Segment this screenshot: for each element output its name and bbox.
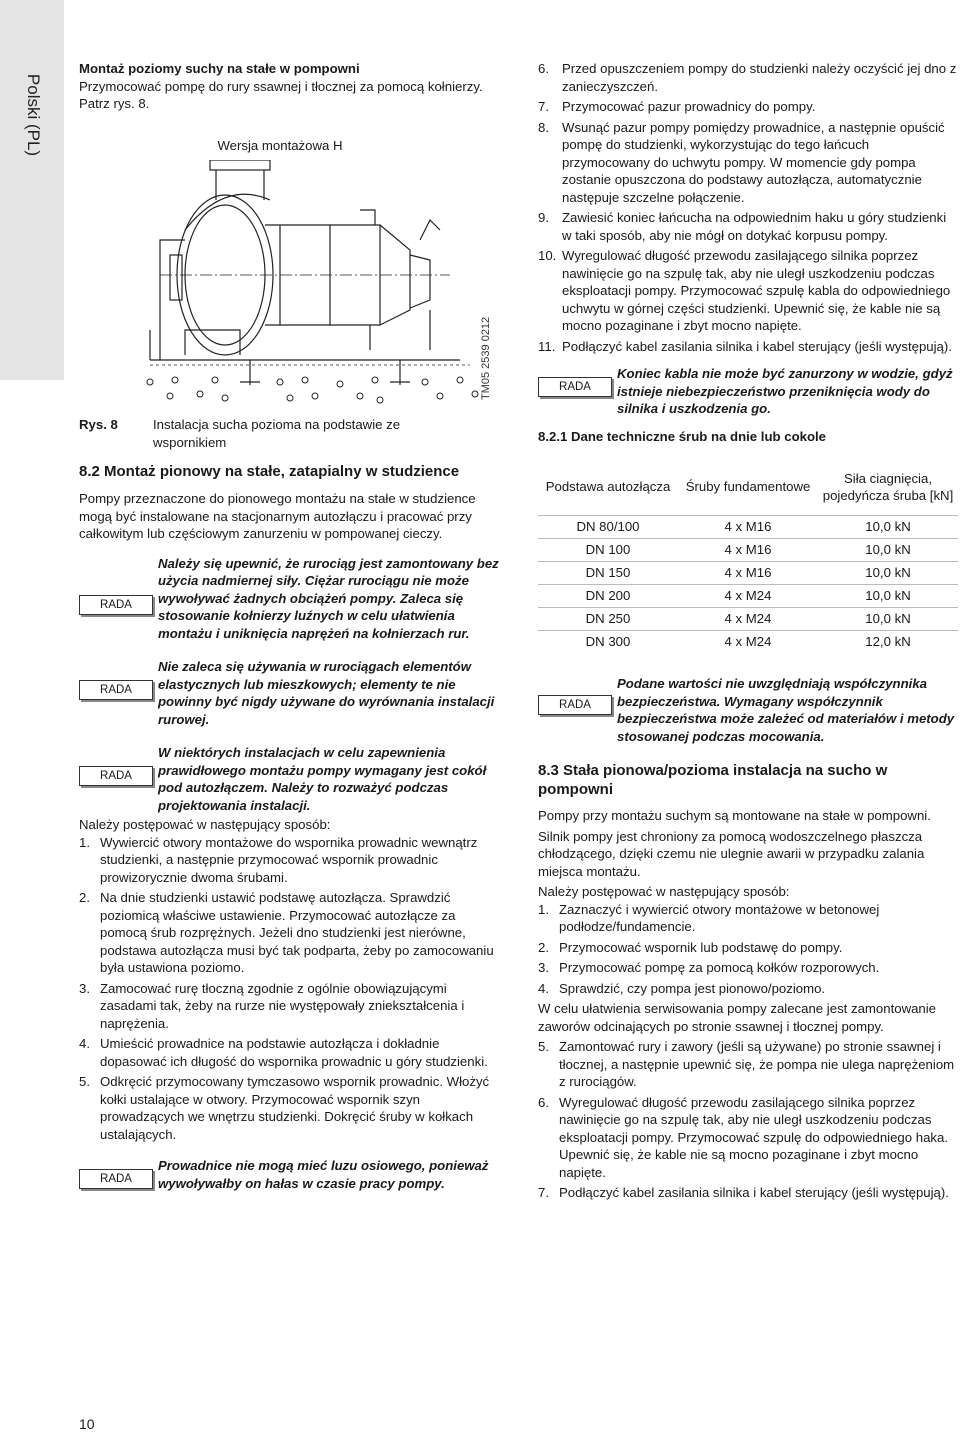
- list-item: 5. Odkręcić przymocowany tymczasowo wspornik prowadnic. Włożyć kołki ustalające w otwory. Przymocować wspornik szyn prowadzących we wnętrzu studzienki. Dokręcić śruby w kołkach ustalających.: [79, 1074, 490, 1142]
- rada-label: RADA: [538, 377, 612, 397]
- bolt-data-table: [538, 459, 958, 653]
- warning-text: Należy się upewnić, że rurociąg jest zamontowany bez użycia nadmiernej siły. Ciężar rurociągu nie może wywoływać żadnych obciążeń pompy. Zaleca się stosowanie kołnierzy luźnych w celu ułatwienia montażu i uniknięcia naprężeń na kołnierzach rur.: [158, 555, 499, 641]
- table-header-row: [538, 459, 958, 516]
- table-row: DN 80/100 4 x M16 10,0 kN: [538, 516, 958, 539]
- warning-box: [79, 1157, 499, 1192]
- list-item: 6. Przed opuszczeniem pompy do studzienki należy oczyścić jej dno z zanieczyszczeń.: [538, 61, 957, 94]
- left-column-main: [79, 462, 499, 1192]
- rada-label: RADA: [79, 680, 153, 700]
- concrete-pebbles: [147, 377, 478, 403]
- list-item: 2. Przymocować wspornik lub podstawę do pompy.: [538, 939, 843, 955]
- figure-label: Rys. 8: [79, 417, 118, 432]
- support-frame: [150, 240, 460, 360]
- section-text-8-2: Pompy przeznaczone do pionowego montażu na stałe w studzience mogą być instalowane na stacjonarnym autozłączu i pracować przy całkowitym lub częściowym zanurzeniu w pompowanej cieczy.: [79, 491, 476, 541]
- list-item: 8. Wsunąć pazur pompy pomiędzy prowadnice, a następnie opuścić pompę do studzienki, wykorzystując do tego łańcuch przymocowany do uchwytu pompy. W momencie gdy pompa zostanie opuszczona do podstawy autozłącza, automatycznie następuje szczelne połączenie.: [538, 119, 945, 205]
- table-row: DN 200 4 x M24 10,0 kN: [538, 585, 958, 608]
- list-item: 5. Zamontować rury i zawory (jeśli są używane) po stronie ssawnej i tłocznej, a następnie upewnić się, że pompa nie ulega naprężeniom z rurociągów.: [538, 1039, 955, 1089]
- page-number: 10: [79, 1416, 95, 1432]
- procedure-intro: Należy postępować w następujący sposób:: [538, 884, 790, 899]
- language-tab-label: Polski (PL): [23, 73, 43, 157]
- steps-list-continued: [538, 60, 958, 355]
- section-heading-8-3: 8.3 Stała pionowa/pozioma instalacja na sucho w pompowni: [538, 762, 888, 798]
- section-heading-8-2: 8.2 Montaż pionowy na stałe, zatapialny w studzience: [79, 463, 460, 480]
- paragraph: Silnik pompy jest chroniony za pomocą wodoszczelnego płaszcza chłodzącego, dzięki czemu nie ulegnie awarii w przypadku zalania miejsca montażu.: [538, 828, 925, 879]
- rada-label: RADA: [79, 1169, 153, 1189]
- warning-box: [79, 744, 499, 814]
- table-header: Śruby fundamentowe: [685, 479, 811, 495]
- list-item: 1. Zaznaczyć i wywiercić otwory montażowe w betonowej podłodze/fundamencie.: [538, 901, 880, 934]
- table-header: Podstawa autozłącza: [545, 479, 671, 495]
- table-row: DN 100 4 x M16 10,0 kN: [538, 539, 958, 562]
- list-item: 10. Wyregulować długość przewodu zasilającego silnika poprzez nawinięcie go na szpulę tak, aby nie uległ uszkodzeniu podczas eksploatacji pompy. Przymocować szpulę kabla do odpowiedniego uchwytu w górnej części studzienki. Upewnić się, że kable nie są mocno pozaginane i zbyt mocno napięte.: [538, 248, 951, 333]
- list-item: 9. Zawiesić koniec łańcucha na odpowiednim haku u góry studzienki w taki sposób, aby nie mógł on dotykać korpusu pompy.: [538, 210, 947, 243]
- table-heading: 8.2.1 Dane techniczne śrub na dnie lub cokole: [538, 428, 827, 444]
- warning-box: [538, 365, 958, 418]
- warning-text: W niektórych instalacjach w celu zapewnienia prawidłowego montażu pompy wymagany jest cokół pod autozłączem. Należy to rozważyć podczas projektowania instalacji.: [158, 745, 487, 813]
- figure-code: TM05 2539 0212: [480, 316, 492, 400]
- list-item: 11. Podłączyć kabel zasilania silnika i kabel sterujący (jeśli występują).: [538, 338, 952, 354]
- list-item: 6. Wyregulować długość przewodu zasilającego silnika poprzez nawinięcie go na szpulę tak, aby nie uległ uszkodzeniu podczas eksploatacji pompy. Przymocować szpulę do odpowiedniego haka. Upewnić się, że kable nie są mocno pozaginane i zbyt mocno napięte.: [538, 1094, 949, 1180]
- procedure-intro: Należy postępować w następujący sposób:: [79, 817, 331, 832]
- table-row: DN 150 4 x M16 10,0 kN: [538, 562, 958, 585]
- intro-text: Przymocować pompę do rury ssawnej i tłocznej za pomocą kołnierzy. Patrz rys. 8.: [79, 78, 483, 111]
- table-row: DN 300 4 x M24 12,0 kN: [538, 631, 958, 654]
- pump-installation-figure: [130, 160, 490, 408]
- warning-text: Nie zaleca się używania w rurociągach elementów elastycznych lub mieszkowych; elementy te nie powinny być nigdy używane do wyrównania instalacji rurowej.: [158, 659, 495, 727]
- warning-box: [79, 555, 499, 643]
- rada-label: RADA: [538, 695, 612, 715]
- rada-label: RADA: [79, 595, 153, 615]
- paragraph: Pompy przy montażu suchym są montowane na stałe w pompowni.: [538, 808, 931, 823]
- table-header: Siła ciagnięcia, pojedyńcza śruba [kN]: [822, 470, 954, 503]
- warning-text: Podane wartości nie uwzględniają współczynnika bezpieczeństwa. Wymagany współczynnik bezpieczeństwa może zależeć od materiałów i metody stosowanej podczas mocowania.: [617, 676, 955, 744]
- figure-caption-text: Instalacja sucha pozioma na podstawie ze wspornikiem: [153, 417, 401, 450]
- list-item: 1. Wywiercić otwory montażowe do wspornika prowadnic wewnątrz studzienki, a następnie przymocować wspornik prowadnic prowizorycznie dwoma śrubami.: [79, 834, 478, 885]
- top-flange: [210, 160, 270, 170]
- list-item: 4. Sprawdzić, czy pompa jest pionowo/poziomo.: [538, 980, 826, 996]
- warning-text: Prowadnice nie mogą mieć luzu osiowego, ponieważ wywoływałby on hałas w czasie pracy pompy.: [158, 1158, 489, 1191]
- list-item: 4. Umieścić prowadnice na podstawie autozłącza i dokładnie dopasować ich długość do wspornika prowadnic u góry studzienki.: [79, 1036, 488, 1069]
- list-item: 7. Podłączyć kabel zasilania silnika i kabel sterujący (jeśli występują).: [538, 1185, 949, 1200]
- figure-title: Wersja montażowa H: [217, 138, 343, 153]
- table-row: DN 250 4 x M24 10,0 kN: [538, 608, 958, 631]
- intro-title: Montaż poziomy suchy na stałe w pompowni: [79, 61, 360, 76]
- steps-list-8-3-continued: [538, 1038, 958, 1202]
- language-side-tab: [0, 0, 64, 380]
- warning-box: [79, 658, 499, 728]
- left-column-top: [79, 60, 499, 113]
- steps-list-8-3: [538, 901, 958, 998]
- list-item: 3. Zamocować rurę tłoczną zgodnie z ogólnie obowiązującymi zasadami tak, żeby na rurze nie występowały zniekształcenia i naprężenia.: [79, 980, 465, 1031]
- rada-label: RADA: [79, 766, 153, 786]
- steps-list: [79, 834, 499, 1144]
- warning-box: [538, 675, 958, 745]
- list-item: 7. Przymocować pazur prowadnicy do pompy.: [538, 99, 816, 114]
- right-column: [538, 60, 958, 1205]
- list-item: 3. Przymocować pompę za pomocą kołków rozporowych.: [538, 960, 880, 975]
- warning-text: Koniec kabla nie może być zanurzony w wodzie, gdyż istnieje niebezpieczeństwo przeniknięcia wody do silnika i uszkodzenia go.: [617, 366, 953, 416]
- paragraph: W celu ułatwienia serwisowania pompy zalecane jest zamontowanie zaworów odcinających po stronie ssawnej i tłocznej pompy.: [538, 1001, 937, 1034]
- list-item: 2. Na dnie studzienki ustawić podstawę autozłącza. Sprawdzić poziomicą właściwe ustawienie. Przymocować autozłącze za pomocą śrub rozprężnych. Jeżeli dno studzienki jest nierówne, podstawa autozłącza musi być tak podparta, żeby po zamocowaniu była ustawiona poziomo.: [79, 890, 494, 975]
